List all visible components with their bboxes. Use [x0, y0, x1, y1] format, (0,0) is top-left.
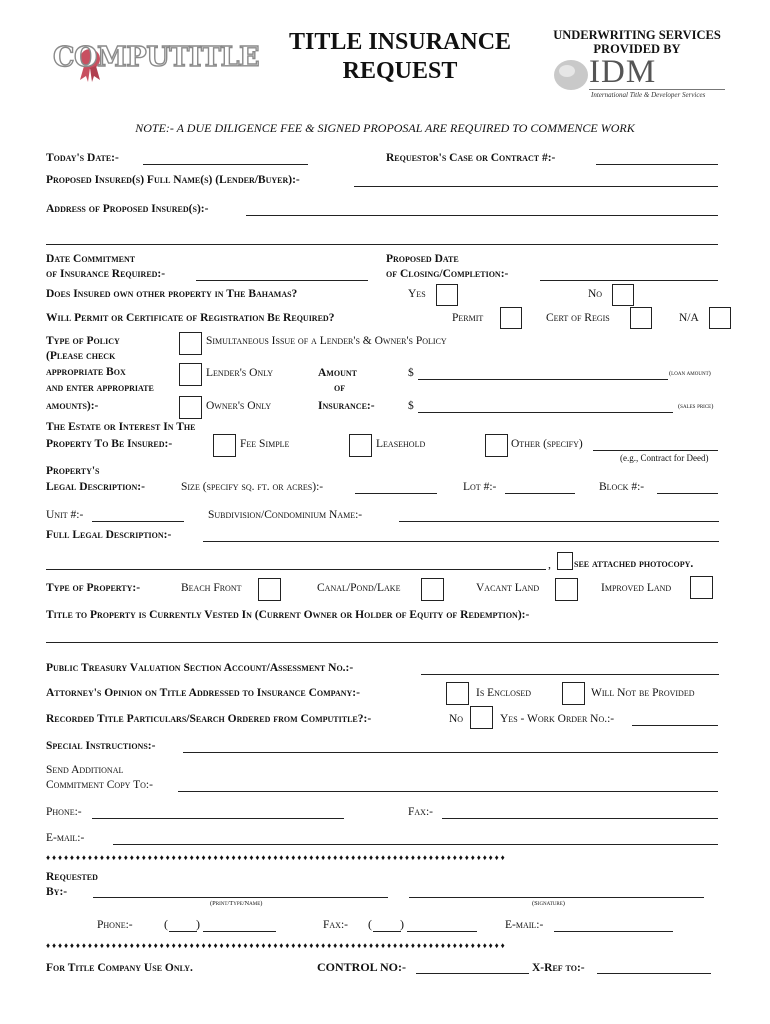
will-not-checkbox[interactable] — [562, 682, 585, 705]
lenders-only-checkbox[interactable] — [179, 363, 202, 386]
proposed-date-label-1: Proposed Date — [386, 253, 459, 265]
fax2-paren-close: ) — [400, 917, 404, 931]
amount-label-3: Insurance:- — [318, 400, 375, 412]
requested-label-2: By:- — [46, 886, 68, 898]
for-title-label: For Title Company Use Only. — [46, 962, 193, 974]
owns-other-no-checkbox[interactable] — [612, 284, 634, 306]
fax2-paren-open: ( — [368, 917, 372, 931]
sales-dollar-sign: $ — [408, 400, 414, 412]
signature-field[interactable] — [409, 897, 704, 898]
owns-other-label: Does Insured own other property in The Bahamas? — [46, 288, 298, 300]
sales-price-hint: (sales price) — [678, 403, 714, 410]
comma: , — [548, 557, 551, 571]
beach-front-label: Beach Front — [181, 582, 242, 594]
amount-label-2: of — [334, 382, 346, 394]
date-commitment-label-2: of Insurance Required:- — [46, 268, 166, 280]
requestor-case-label: Requestor's Case or Contract #:- — [386, 152, 556, 164]
owners-only-label: Owner's Only — [206, 400, 272, 412]
owners-only-checkbox[interactable] — [179, 396, 202, 419]
permit-checkbox[interactable] — [500, 307, 522, 329]
phone-label: Phone:- — [46, 806, 82, 818]
idm-logo — [553, 56, 728, 104]
special-field[interactable] — [183, 752, 718, 753]
canal-checkbox[interactable] — [421, 578, 444, 601]
na-label: N/A — [679, 312, 699, 324]
na-checkbox[interactable] — [709, 307, 731, 329]
full-legal-field-1[interactable] — [203, 541, 719, 542]
type-policy-label-5: amounts):- — [46, 400, 99, 412]
form-title — [270, 28, 530, 86]
recorded-checkbox[interactable] — [470, 706, 493, 729]
idm-text: IDM — [589, 54, 657, 90]
computitle-logo — [50, 38, 260, 83]
other-label: Other (specify) — [511, 438, 583, 450]
date-commitment-label-1: Date Commitment — [46, 253, 136, 265]
phone2-field[interactable] — [203, 931, 276, 932]
recorded-no-label: No — [449, 713, 464, 725]
recorded-label: Recorded Title Particulars/Search Ordered from Computitle?:- — [46, 713, 372, 725]
phone2-paren-open: ( — [164, 917, 168, 931]
phone2-area-field[interactable] — [169, 931, 197, 932]
legal-desc-label-2: Legal Description:- — [46, 481, 145, 493]
lenders-only-label: Lender's Only — [206, 367, 274, 379]
type-policy-label-2: (Please check — [46, 350, 116, 362]
no-label: No — [588, 288, 603, 300]
block-label: Block #:- — [599, 481, 645, 493]
size-label: Size (specify sq. ft. or acres):- — [181, 481, 324, 493]
other-checkbox[interactable] — [485, 434, 508, 457]
todays-date-label: Today's Date:- — [46, 152, 119, 164]
unit-label: Unit #:- — [46, 509, 84, 521]
block-field[interactable] — [657, 493, 718, 494]
title-vested-field[interactable] — [46, 642, 718, 643]
leasehold-checkbox[interactable] — [349, 434, 372, 457]
see-attached-label: see attached photocopy. — [574, 558, 694, 570]
signature-hint: (Signature) — [532, 900, 565, 907]
proposed-date-label-2: of Closing/Completion:- — [386, 268, 509, 280]
divider-1: ♦♦♦♦♦♦♦♦♦♦♦♦♦♦♦♦♦♦♦♦♦♦♦♦♦♦♦♦♦♦♦♦♦♦♦♦♦♦♦♦♦♦♦♦♦♦♦♦♦♦♦♦♦♦♦♦♦♦♦♦♦♦♦♦♦♦♦♦♦♦♦♦♦♦♦♦♦ — [46, 853, 507, 862]
cert-regis-label: Cert of Regis — [546, 312, 610, 324]
type-policy-label-1: Type of Policy — [46, 335, 120, 347]
logo-text: COMPUTITLE — [53, 42, 260, 73]
legal-desc-label-1: Property's — [46, 465, 100, 477]
fax2-field[interactable] — [407, 931, 477, 932]
loan-amount-hint: (loan amount) — [669, 370, 711, 377]
other-specify-field[interactable] — [593, 450, 718, 451]
title-vested-label: Title to Property is Currently Vested In (Current Owner or Holder of Equity of Redemption):- — [46, 609, 530, 621]
divider-2: ♦♦♦♦♦♦♦♦♦♦♦♦♦♦♦♦♦♦♦♦♦♦♦♦♦♦♦♦♦♦♦♦♦♦♦♦♦♦♦♦♦♦♦♦♦♦♦♦♦♦♦♦♦♦♦♦♦♦♦♦♦♦♦♦♦♦♦♦♦♦♦♦♦♦♦♦♦ — [46, 941, 507, 950]
special-label: Special Instructions:- — [46, 740, 156, 752]
x-ref-label: X-Ref to:- — [532, 962, 585, 974]
other-example: (e.g., Contract for Deed) — [620, 453, 709, 463]
subdivision-field[interactable] — [399, 521, 719, 522]
yes-label: Yes — [408, 288, 426, 300]
fax2-label: Fax:- — [323, 919, 348, 931]
fee-simple-label: Fee Simple — [240, 438, 290, 450]
print-name-field[interactable] — [93, 897, 388, 898]
full-legal-label: Full Legal Description:- — [46, 529, 172, 541]
unit-field[interactable] — [92, 521, 184, 522]
canal-label: Canal/Pond/Lake — [317, 582, 401, 594]
improved-checkbox[interactable] — [690, 576, 713, 599]
proposed-insured-label: Proposed Insured(s) Full Name(s) (Lender/Buyer):- — [46, 174, 300, 186]
fax-field[interactable] — [442, 818, 718, 819]
email2-label: E-mail:- — [505, 919, 544, 931]
type-property-label: Type of Property:- — [46, 582, 141, 594]
estate-label-2: Property To Be Insured:- — [46, 438, 173, 450]
requestor-case-field[interactable] — [596, 164, 718, 165]
treasury-label: Public Treasury Valuation Section Account/Assessment No.:- — [46, 662, 354, 674]
improved-label: Improved Land — [601, 582, 672, 594]
is-enclosed-label: Is Enclosed — [476, 687, 532, 699]
note: NOTE:- A DUE DILIGENCE FEE & SIGNED PROPOSAL ARE REQUIRED TO COMMENCE WORK — [135, 121, 635, 135]
leasehold-label: Leasehold — [376, 438, 426, 450]
requested-label-1: Requested — [46, 871, 98, 883]
permit-question-label: Will Permit or Certificate of Registration Be Required? — [46, 312, 335, 324]
print-name-hint: (Print/Type/Name) — [210, 900, 263, 907]
phone2-paren-close: ) — [196, 917, 200, 931]
work-order-field[interactable] — [632, 725, 718, 726]
send-label-1: Send Additional — [46, 764, 124, 776]
idm-tagline: International Title & Developer Services — [591, 91, 706, 99]
control-field[interactable] — [416, 973, 529, 974]
send-field[interactable] — [178, 791, 718, 792]
date-commitment-field[interactable] — [196, 280, 368, 281]
title-line-1: TITLE INSURANCE — [288, 29, 512, 55]
amount-label-1: Amount — [318, 367, 357, 379]
globe-icon — [553, 58, 593, 94]
simultaneous-checkbox[interactable] — [179, 332, 202, 355]
address-label: Address of Proposed Insured(s):- — [46, 203, 209, 215]
cert-regis-checkbox[interactable] — [630, 307, 652, 329]
lot-label: Lot #:- — [463, 481, 497, 493]
email2-field[interactable] — [554, 931, 673, 932]
control-label: CONTROL NO:- — [317, 960, 407, 974]
phone2-label: Phone:- — [97, 919, 133, 931]
see-attached-checkbox[interactable] — [557, 552, 573, 570]
is-enclosed-checkbox[interactable] — [446, 682, 469, 705]
proposed-insured-field[interactable] — [354, 186, 718, 187]
phone-field[interactable] — [92, 818, 344, 819]
fee-simple-checkbox[interactable] — [213, 434, 236, 457]
estate-label-1: The Estate or Interest In The — [46, 421, 196, 433]
proposed-date-field[interactable] — [540, 280, 718, 281]
beach-front-checkbox[interactable] — [258, 578, 281, 601]
address-field-2[interactable] — [46, 244, 718, 245]
sales-price-field[interactable] — [418, 412, 673, 413]
simultaneous-label: Simultaneous Issue of a Lender's & Owner's Policy — [206, 335, 447, 347]
send-label-2: Commitment Copy To:- — [46, 779, 153, 791]
owns-other-yes-checkbox[interactable] — [436, 284, 458, 306]
lot-field[interactable] — [505, 493, 575, 494]
yes-work-order-label: Yes - Work Order No.:- — [500, 713, 615, 725]
will-not-label: Will Not be Provided — [591, 687, 695, 699]
treasury-field[interactable] — [421, 674, 719, 675]
address-field-1[interactable] — [246, 215, 718, 216]
fax-label: Fax:- — [408, 806, 433, 818]
attorney-label: Attorney's Opinion on Title Addressed to Insurance Company:- — [46, 687, 360, 699]
size-field[interactable] — [355, 493, 437, 494]
full-legal-field-2[interactable] — [46, 569, 546, 570]
title-line-2: REQUEST — [342, 58, 458, 84]
email-field[interactable] — [113, 844, 718, 845]
loan-amount-field[interactable] — [418, 379, 668, 380]
type-policy-label-3: appropriate Box — [46, 366, 126, 378]
vacant-checkbox[interactable] — [555, 578, 578, 601]
loan-dollar-sign: $ — [408, 367, 414, 379]
permit-label: Permit — [452, 312, 484, 324]
subdivision-label: Subdivision/Condominium Name:- — [208, 509, 363, 521]
fax2-area-field[interactable] — [373, 931, 401, 932]
email-label: E-mail:- — [46, 832, 85, 844]
vacant-label: Vacant Land — [476, 582, 540, 594]
x-ref-field[interactable] — [597, 973, 711, 974]
underwriting-text: UNDERWRITING SERVICES PROVIDED BY — [553, 28, 721, 56]
todays-date-field[interactable] — [143, 164, 308, 165]
type-policy-label-4: and enter appropriate — [46, 382, 154, 394]
